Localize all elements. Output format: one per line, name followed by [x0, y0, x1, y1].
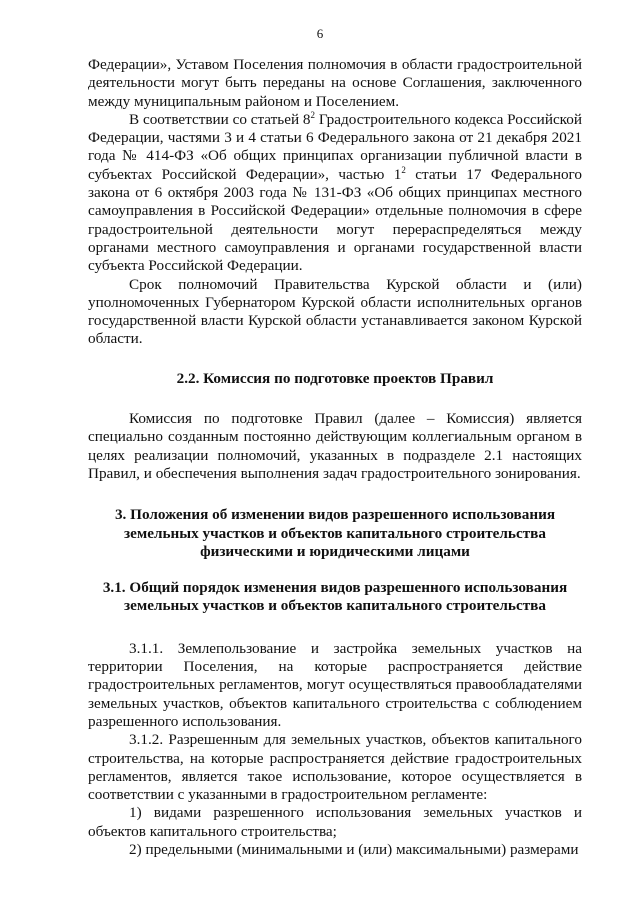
document-body: [88, 56, 582, 859]
section-heading: 2.2. Комиссия по подготовке проектов Правил: [176, 369, 494, 387]
list-item: 2) предельными (минимальными и (или) максимальными) размерами: [129, 840, 579, 858]
paragraph: [88, 111, 582, 276]
text-run: Градостроительного кодекса Российской Федерации, частями 3 и 4 статьи 6 Федерального закона от 21 декабря 2021 года № 414-ФЗ «Об общих принципах организации публичной власти в субъектах Российской Федерации», частью 1: [88, 110, 583, 183]
heading-line: земельных участков и объектов капитального строительства: [124, 524, 546, 542]
heading-line: 3. Положения об изменении видов разрешенного использования: [114, 506, 556, 524]
section-heading: [88, 506, 582, 561]
superscript: 2: [310, 109, 316, 120]
heading-line: земельных участков и объектов капитального строительства: [124, 597, 546, 615]
text-run: В соответствии со статьей 8: [129, 110, 311, 128]
page-number: 6: [316, 26, 324, 41]
heading-line: 3.1. Общий порядок изменения видов разрешенного использования: [102, 579, 568, 597]
heading-line: физическими и юридическими лицами: [200, 542, 470, 560]
text-run: статьи 17 Федерального закона от 6 октября 2003 года № 131-ФЗ «Об общих принципах местного самоуправления в Российской Федерации» отдельные полномочия в сфере градостроительной деятельности могут перераспределяться между органами местного самоуправления и органами государственной власти субъекта Российской Федерации.: [88, 165, 582, 275]
paragraph: Комиссия по подготовке Правил (далее – Комиссия) является специально созданным постоянно действующим коллегиальным органом в целях реализации полномочий, указанных в подразделе 2.1 настоящих Правил, и обеспечения выполнения задач градостроительного зонирования.: [88, 410, 582, 482]
list-item: 1) видами разрешенного использования земельных участков и объектов капитального строительства;: [88, 804, 582, 840]
paragraph: Федерации», Уставом Поселения полномочия в области градостроительной деятельности могут быть переданы на основе Соглашения, заключенного между муниципальным районом и Поселением.: [88, 56, 582, 110]
paragraph: Срок полномочий Правительства Курской области и (или) уполномоченных Губернатором Курской области исполнительных органов государственной власти Курской области устанавливается законом Курской области.: [88, 275, 582, 348]
superscript: 2: [401, 164, 406, 175]
subsection-heading: [88, 579, 582, 616]
paragraph: 3.1.2. Разрешенным для земельных участков, объектов капитального строительства, на которые распространяется действие градостроительных регламентов, является такое использование, которое осуществляется в соответствии с указанными в градостроительном регламенте:: [88, 731, 582, 804]
paragraph: 3.1.1. Землепользование и застройка земельных участков на территории Поселения, на которые распространяется действие градостроительных регламентов, могут осуществляться правообладателями земельных участков, объектов капитального строительства с соблюдением разрешенного использования.: [88, 639, 582, 730]
